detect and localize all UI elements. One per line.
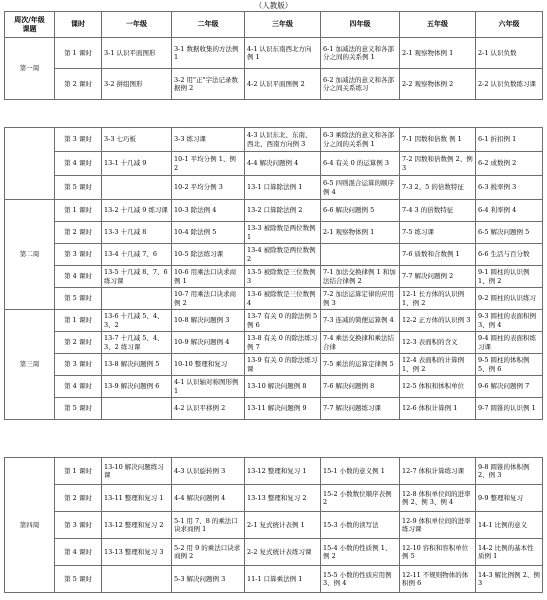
period-cell: 第 1 课时 <box>55 38 102 69</box>
lesson-cell-grade-1: 3-1 认识平面图形 <box>102 38 172 69</box>
lesson-cell-grade-3: 4-1 认识东南西北方向例 1 <box>245 38 321 69</box>
table-row <box>5 398 543 420</box>
lesson-cell-grade-6: 6-2 成数例 2 <box>476 152 543 176</box>
lesson-cell-grade-1: 13-11 整理和复习 1 <box>102 485 172 512</box>
lesson-cell-grade-2: 10-4 除法例 5 <box>172 222 245 244</box>
lesson-cell-grade-1: 3-3 七巧板 <box>102 128 172 152</box>
header-grade-4: 四年级 <box>321 12 400 38</box>
table-row <box>5 458 543 485</box>
lesson-cell-grade-4 <box>321 244 400 266</box>
lesson-cell-grade-3: 4-4 解决问题例 4 <box>245 152 321 176</box>
lesson-cell-grade-1: 3-2 拼组图形 <box>102 69 172 100</box>
schedule-table-week-4 <box>4 457 543 593</box>
header-row <box>5 12 543 38</box>
lesson-cell-grade-4: 6-6 解决问题例 5 <box>321 200 400 222</box>
lesson-cell-grade-2: 3-1 数据收集的方法例 1 <box>172 38 245 69</box>
table-row <box>5 566 543 593</box>
lesson-cell-grade-1: 13-7 十几减 5、4、3、2 练习课 <box>102 332 172 354</box>
lesson-cell-grade-4: 15-1 小数的意义例 1 <box>321 458 400 485</box>
lesson-cell-grade-1: 13-12 整理和复习 2 <box>102 512 172 539</box>
lesson-cell-grade-1 <box>102 176 172 200</box>
lesson-cell-grade-3: 13-13 整理和复习 2 <box>245 485 321 512</box>
lesson-cell-grade-4: 15-5 小数的性质应用例 3、例 4 <box>321 566 400 593</box>
period-cell: 第 4 课时 <box>55 376 102 398</box>
lesson-cell-grade-5: 7-5 练习课 <box>400 222 476 244</box>
lesson-cell-grade-1: 13-8 解决问题例 5 <box>102 354 172 376</box>
lesson-cell-grade-6: 9-6 解决问题例 7 <box>476 376 543 398</box>
lesson-cell-grade-1: 13-13 整理和复习 3 <box>102 539 172 566</box>
lesson-cell-grade-3: 13-3 被除数是两位数例 1 <box>245 222 321 244</box>
lesson-cell-grade-5: 12-10 容积和容积单位例 5 <box>400 539 476 566</box>
week-label <box>5 128 55 200</box>
lesson-cell-grade-4: 15-4 小数的性质例 1、例 2 <box>321 539 400 566</box>
lesson-cell-grade-4: 15-2 小数数位顺序表例 2 <box>321 485 400 512</box>
table-row <box>5 69 543 100</box>
lesson-cell-grade-1: 13-5 十几减 8、7、6 练习课 <box>102 266 172 288</box>
period-cell: 第 3 课时 <box>55 512 102 539</box>
period-cell: 第 4 课时 <box>55 152 102 176</box>
period-cell: 第 3 课时 <box>55 244 102 266</box>
lesson-cell-grade-6: 2-2 认识负数练习课 <box>476 69 543 100</box>
period-cell: 第 1 课时 <box>55 200 102 222</box>
lesson-cell-grade-1: 13-2 十几减 9 练习课 <box>102 200 172 222</box>
lesson-cell-grade-5: 12-3 表面积的含义 <box>400 332 476 354</box>
lesson-cell-grade-3: 13-9 有关 0 的除法练习课 <box>245 354 321 376</box>
table-row <box>5 332 543 354</box>
table-row <box>5 200 543 222</box>
lesson-cell-grade-2: 4-2 认识平移例 2 <box>172 398 245 420</box>
lesson-cell-grade-3: 2-1 复式统计表例 1 <box>245 512 321 539</box>
document-title: （人教版） <box>254 1 293 10</box>
lesson-cell-grade-5: 7-7 解决问题例 2 <box>400 266 476 288</box>
lesson-cell-grade-1 <box>102 398 172 420</box>
lesson-cell-grade-2: 10-3 除法例 4 <box>172 200 245 222</box>
lesson-cell-grade-6: 6-6 生活与百分数 <box>476 244 543 266</box>
table-row <box>5 38 543 69</box>
lesson-cell-grade-4: 6-4 有关 0 的运算例 3 <box>321 152 400 176</box>
lesson-cell-grade-3: 13-5 被除数是三位数例 3 <box>245 266 321 288</box>
lesson-cell-grade-3: 13-2 口算除法例 2 <box>245 200 321 222</box>
period-cell: 第 1 课时 <box>55 458 102 485</box>
lesson-cell-grade-4: 7-1 加法交换律例 1 和加法结合律例 2 <box>321 266 400 288</box>
lesson-cell-grade-6: 9-1 圆柱的认识例 1、例 2 <box>476 266 543 288</box>
header-grade-3: 三年级 <box>245 12 321 38</box>
week-label: 第四周 <box>5 458 55 593</box>
lesson-cell-grade-3: 13-8 有关 0 的除法练习例 7 <box>245 332 321 354</box>
lesson-cell-grade-1 <box>102 566 172 593</box>
lesson-cell-grade-5: 12-11 不规则物体的体积例 6 <box>400 566 476 593</box>
lesson-cell-grade-5: 2-1 观察物体例 1 <box>400 38 476 69</box>
lesson-cell-grade-6: 14-2 比例的基本性质例 1 <box>476 539 543 566</box>
lesson-cell-grade-5: 2-2 观察物体例 2 <box>400 69 476 100</box>
lesson-cell-grade-4: 2-1 观察物体例 1 <box>321 222 400 244</box>
header-grade-1: 一年级 <box>102 12 172 38</box>
lesson-cell-grade-1: 13-10 解决问题练习课 <box>102 458 172 485</box>
period-cell: 第 5 课时 <box>55 566 102 593</box>
lesson-cell-grade-2: 4-3 认识旋转例 3 <box>172 458 245 485</box>
period-cell: 第 5 课时 <box>55 176 102 200</box>
lesson-cell-grade-1: 13-9 解决问题例 6 <box>102 376 172 398</box>
week-label: 第二周 <box>5 200 55 310</box>
lesson-cell-grade-5: 7-1 因数和倍数 例 1 <box>400 128 476 152</box>
lesson-cell-grade-4: 7-3 连减的简便运算例 4 <box>321 310 400 332</box>
lesson-cell-grade-5: 12-2 正方体的认识例 3 <box>400 310 476 332</box>
lesson-cell-grade-5: 12-5 体积和体积单位 <box>400 376 476 398</box>
table-row <box>5 485 543 512</box>
table-row <box>5 310 543 332</box>
lesson-cell-grade-5: 12-6 体积计算例 1 <box>400 398 476 420</box>
lesson-cell-grade-4: 7-6 解决问题例 8 <box>321 376 400 398</box>
lesson-cell-grade-3: 13-12 整理和复习 1 <box>245 458 321 485</box>
period-cell: 第 2 课时 <box>55 485 102 512</box>
schedule-table-week-1 <box>4 11 543 100</box>
lesson-cell-grade-4: 15-3 小数的读写法 <box>321 512 400 539</box>
table-row <box>5 128 543 152</box>
period-cell: 第 3 课时 <box>55 128 102 152</box>
lesson-cell-grade-1: 13-4 十几减 7、6 <box>102 244 172 266</box>
header-grade-5: 五年级 <box>400 12 476 38</box>
header-period: 课时 <box>55 12 102 38</box>
lesson-cell-grade-4: 7-5 乘法的运算定律例 5 <box>321 354 400 376</box>
table-row <box>5 354 543 376</box>
period-cell: 第 2 课时 <box>55 69 102 100</box>
lesson-cell-grade-1: 13-6 十几减 5、4、3、2 <box>102 310 172 332</box>
lesson-cell-grade-2: 10-2 平均分例 3 <box>172 176 245 200</box>
lesson-cell-grade-3: 13-10 解决问题例 8 <box>245 376 321 398</box>
header-week-lesson: 周次/年级 课题 <box>5 12 55 38</box>
table-row <box>5 376 543 398</box>
lesson-cell-grade-2: 5-1 用 7、8 的乘法口诀求商例 1 <box>172 512 245 539</box>
lesson-cell-grade-2: 10-8 解决问题例 3 <box>172 310 245 332</box>
lesson-cell-grade-2: 5-3 解决问题例 3 <box>172 566 245 593</box>
table-row <box>5 266 543 288</box>
period-cell: 第 1 课时 <box>55 310 102 332</box>
lesson-cell-grade-3: 4-3 认识东北、东南、西北、西南方向例 3 <box>245 128 321 152</box>
lesson-cell-grade-4: 7-2 加法运算定律的应用例 3 <box>321 288 400 310</box>
lesson-cell-grade-2: 3-2 用"正"字法记录数据例 2 <box>172 69 245 100</box>
table-row <box>5 512 543 539</box>
schedule-table-weeks-2-3 <box>4 127 543 420</box>
lesson-cell-grade-3: 11-1 口算乘法例 1 <box>245 566 321 593</box>
lesson-cell-grade-2: 10-1 平均分例 1、例 2 <box>172 152 245 176</box>
lesson-cell-grade-5: 7-2 因数和倍数例 2、例 3 <box>400 152 476 176</box>
table-row <box>5 176 543 200</box>
lesson-cell-grade-6: 14-3 解比例例 2、例 3 <box>476 566 543 593</box>
week-label: 第一周 <box>5 38 55 100</box>
lesson-cell-grade-4: 6-5 四则混合运算的顺序例 4 <box>321 176 400 200</box>
lesson-cell-grade-5: 12-9 体积单位间的进率练习课 <box>400 512 476 539</box>
lesson-cell-grade-4: 7-7 解决问题练习课 <box>321 398 400 420</box>
lesson-cell-grade-5: 12-1 长方体的认识例 1、例 2 <box>400 288 476 310</box>
lesson-cell-grade-4: 6-3 乘除法的意义和各部分之间的关系例 1 <box>321 128 400 152</box>
lesson-cell-grade-5: 7-3 2、5 的倍数特征 <box>400 176 476 200</box>
period-cell: 第 5 课时 <box>55 288 102 310</box>
lesson-cell-grade-4: 6-2 加减法的意义和各部分之间关系练习 <box>321 69 400 100</box>
lesson-cell-grade-3: 13-7 有关 0 的除法例 5 例 6 <box>245 310 321 332</box>
lesson-cell-grade-6: 9-8 圆锥的体积例 2、例 3 <box>476 458 543 485</box>
lesson-cell-grade-6: 6-3 税率例 3 <box>476 176 543 200</box>
lesson-cell-grade-5: 12-4 表面积的计算例 1、例 2 <box>400 354 476 376</box>
lesson-cell-grade-1 <box>102 288 172 310</box>
lesson-cell-grade-2: 10-7 用乘法口诀求商例 2 <box>172 288 245 310</box>
lesson-cell-grade-6: 9-2 圆柱的认识练习 <box>476 288 543 310</box>
lesson-cell-grade-5: 7-4 3 的倍数特征 <box>400 200 476 222</box>
lesson-cell-grade-6: 9-4 圆柱的表面积练习课 <box>476 332 543 354</box>
lesson-cell-grade-6: 9-9 整理和复习 <box>476 485 543 512</box>
lesson-cell-grade-5: 7-6 质数和合数例 1 <box>400 244 476 266</box>
table-row <box>5 222 543 244</box>
period-cell: 第 3 课时 <box>55 354 102 376</box>
period-cell: 第 4 课时 <box>55 539 102 566</box>
lesson-cell-grade-4: 7-4 乘法交换律和乘法结合律 <box>321 332 400 354</box>
lesson-cell-grade-3: 13-1 口算除法例 1 <box>245 176 321 200</box>
lesson-cell-grade-2: 10-5 除法练习课 <box>172 244 245 266</box>
table-row <box>5 244 543 266</box>
lesson-cell-grade-2: 4-4 解决问题例 4 <box>172 485 245 512</box>
lesson-cell-grade-3: 13-4 被除数是两位数例 2 <box>245 244 321 266</box>
lesson-cell-grade-3: 13-6 被除数是三位数例 4 <box>245 288 321 310</box>
period-cell: 第 5 课时 <box>55 398 102 420</box>
lesson-cell-grade-1: 13-1 十几减 9 <box>102 152 172 176</box>
period-cell: 第 2 课时 <box>55 222 102 244</box>
lesson-cell-grade-5: 12-7 体积计算练习课 <box>400 458 476 485</box>
lesson-cell-grade-3: 13-11 解决问题例 9 <box>245 398 321 420</box>
lesson-cell-grade-6: 6-4 利率例 4 <box>476 200 543 222</box>
table-row <box>5 539 543 566</box>
header-grade-2: 二年级 <box>172 12 245 38</box>
table-row <box>5 152 543 176</box>
lesson-cell-grade-4: 6-1 加减法的意义和各部分之间的关系例 1 <box>321 38 400 69</box>
lesson-cell-grade-2: 5-2 用 9 的乘法口诀求商例 2 <box>172 539 245 566</box>
table-row <box>5 288 543 310</box>
lesson-cell-grade-3: 4-2 认识平面图例 2 <box>245 69 321 100</box>
lesson-cell-grade-2: 3-3 练习课 <box>172 128 245 152</box>
lesson-cell-grade-2: 10-6 用乘法口诀求商例 1 <box>172 266 245 288</box>
lesson-cell-grade-6: 6-5 解决问题例 5 <box>476 222 543 244</box>
lesson-cell-grade-1: 13-3 十几减 8 <box>102 222 172 244</box>
lesson-cell-grade-3: 2-2 复式统计表练习课 <box>245 539 321 566</box>
period-cell: 第 4 课时 <box>55 266 102 288</box>
lesson-cell-grade-2: 4-1 认识轴对称图形例 1 <box>172 376 245 398</box>
week-label: 第三周 <box>5 310 55 420</box>
lesson-cell-grade-6: 14-1 比例的意义 <box>476 512 543 539</box>
lesson-cell-grade-6: 9-7 圆锥的认识例 1 <box>476 398 543 420</box>
header-grade-6: 六年级 <box>476 12 543 38</box>
lesson-cell-grade-2: 10-10 整理和复习 <box>172 354 245 376</box>
lesson-cell-grade-6: 6-1 折扣例 1 <box>476 128 543 152</box>
period-cell: 第 2 课时 <box>55 332 102 354</box>
lesson-cell-grade-6: 2-1 认识负数 <box>476 38 543 69</box>
lesson-cell-grade-6: 9-5 圆柱的体积例 5、例 6 <box>476 354 543 376</box>
lesson-cell-grade-5: 12-8 体积单位间的进率例 2、例 3、例 4 <box>400 485 476 512</box>
lesson-cell-grade-2: 10-9 解决问题例 4 <box>172 332 245 354</box>
lesson-cell-grade-6: 9-3 圆柱的表面积例 3、例 4 <box>476 310 543 332</box>
